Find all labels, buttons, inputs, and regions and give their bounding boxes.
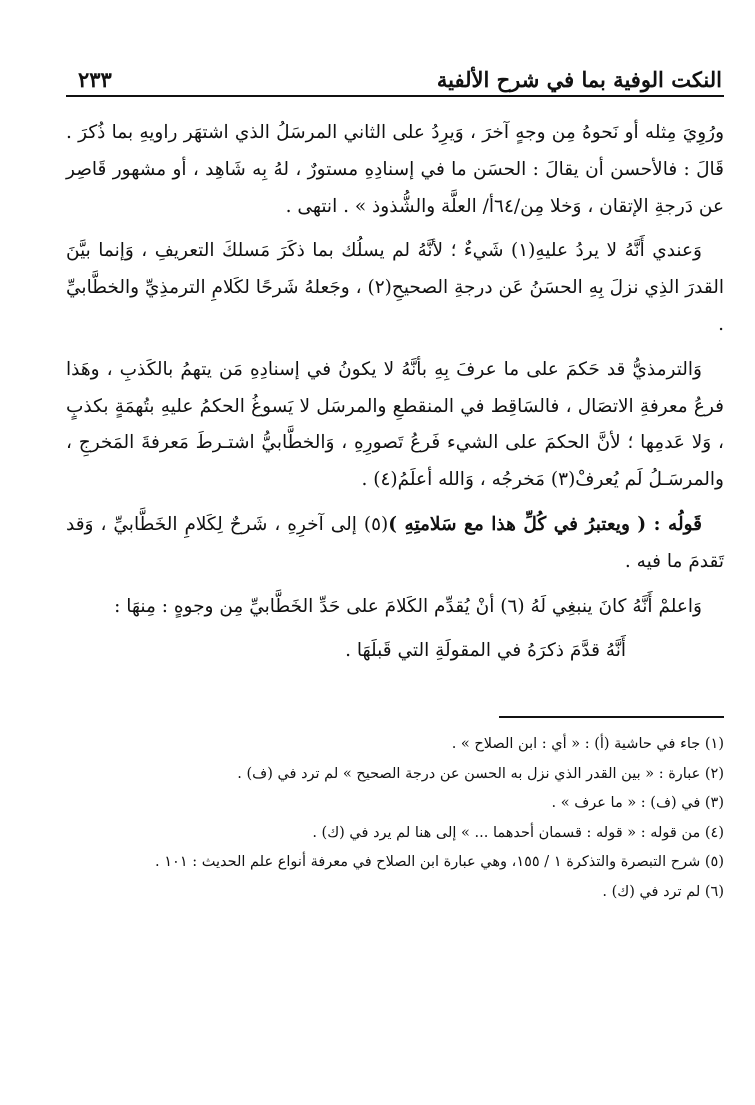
- page-number: ٢٣٣: [78, 67, 112, 92]
- footnote-5: (٥) شرح التبصرة والتذكرة ١ / ١٥٥، وهي عبارة ابن الصلاح في معرفة أنواع علم الحديث : ١٠١ .: [155, 854, 724, 871]
- book-page: [66, 58, 724, 1088]
- main-text: [66, 115, 724, 670]
- page-header: [66, 58, 724, 97]
- footnote-divider-wrap: [66, 678, 724, 730]
- quoted-lemma: قَولُه : ( ويعتبرُ في كُلِّ هذا مع سَلامتِهِ ): [388, 513, 702, 535]
- footnote-6: (٦) لم ترد في (ك) .: [602, 883, 724, 900]
- paragraph-2: وَعندي أَنَّهُ لا يردُ عليهِ(١) شَيءٌ ؛ لأنَّهُ لم يسلُك بما ذكَرَ مَسلكَ التعريفِ ، وَإنما بيَّنَ القدرَ الذِي نزلَ بِهِ الحسَنُ عَن درجةِ الصحيحِ(٢) ، وجَعلهُ شَرحًا لكَلامِ الترمذِيِّ والخطَّابيِّ .: [66, 240, 725, 335]
- running-title: النكت الوفية بما في شرح الألفية: [436, 67, 722, 92]
- paragraph-1: ورُوِيَ مِثله أو نَحوهُ مِن وجهٍ آخرَ ، وَيرِدُ على الثاني المرسَلُ الذي اشتهَر راويهِ بما ذُكرَ . قَالَ : فالأحسن أن يقالَ : الحسَن ما في إسنادِهِ مستورٌ ، لهُ بِه شَاهِد ، أو مشهور قَاصِر عن دَرجةِ الإتقان ، وَخلا مِن/٦٤أ/ العلَّة والشُّذوذ » . انتهى .: [66, 122, 724, 217]
- paragraph-6: أَنَّهُ قدَّمَ ذكرَهُ في المقولَةِ التي قَبلَهَا .: [345, 640, 626, 662]
- paragraph-4: [66, 507, 724, 581]
- footnotes-list: [66, 730, 724, 907]
- footnote-1: (١) جاء في حاشية (أ) : « أي : ابن الصلاح » .: [451, 736, 724, 753]
- paragraph-5: وَاعلمْ أَنَّهُ كانَ ينبغِي لَهُ (٦) أنْ يُقدِّم الكَلامَ على حَدِّ الخَطَّابيِّ مِن وجوهٍ : مِنهَا :: [114, 595, 702, 617]
- footnote-2: (٢) عبارة : « بين القدر الذي نزل به الحسن عن درجة الصحيح » لم ترد في (ف) .: [237, 765, 724, 782]
- footnote-divider: [499, 716, 724, 718]
- footnote-4: (٤) من قوله : « قوله : قسمان أحدهما ... » إلى هنا لم يرد في (ك) .: [312, 824, 724, 841]
- paragraph-3: وَالترمذيُّ قد حَكمَ على ما عرفَ بِهِ بأنَّهُ لا يكونُ في إسنادِهِ مَن يتهمُ بالكَذبِ ، وهَذا فرعُ معرفةِ الاتصَال ، فالسَاقِط في المنقطعِ والمرسَل لا يَسوغُ الحكمُ عليهِ بتُهمَةٍ بكذبٍ ، وَلا عَدمِها ؛ لأنَّ الحكمَ على الشيء فَرعُ تَصورِهِ ، وَالخطَّابيُّ اشتـرطَ مَعرفةَ المَخرجِ ، والمرسَـلُ لَم يُعرفْ(٣) مَخرجُه ، وَالله أعلَمُ(٤) .: [66, 358, 724, 491]
- paragraph-4-rest: (٥) إلى آخرِهِ ، شَرحٌ لِكَلامِ الخَطَّابيِّ ، وَقد تَقدمَ ما فيه .: [66, 513, 724, 572]
- footnote-3: (٣) في (ف) : « ما عرف » .: [551, 795, 724, 812]
